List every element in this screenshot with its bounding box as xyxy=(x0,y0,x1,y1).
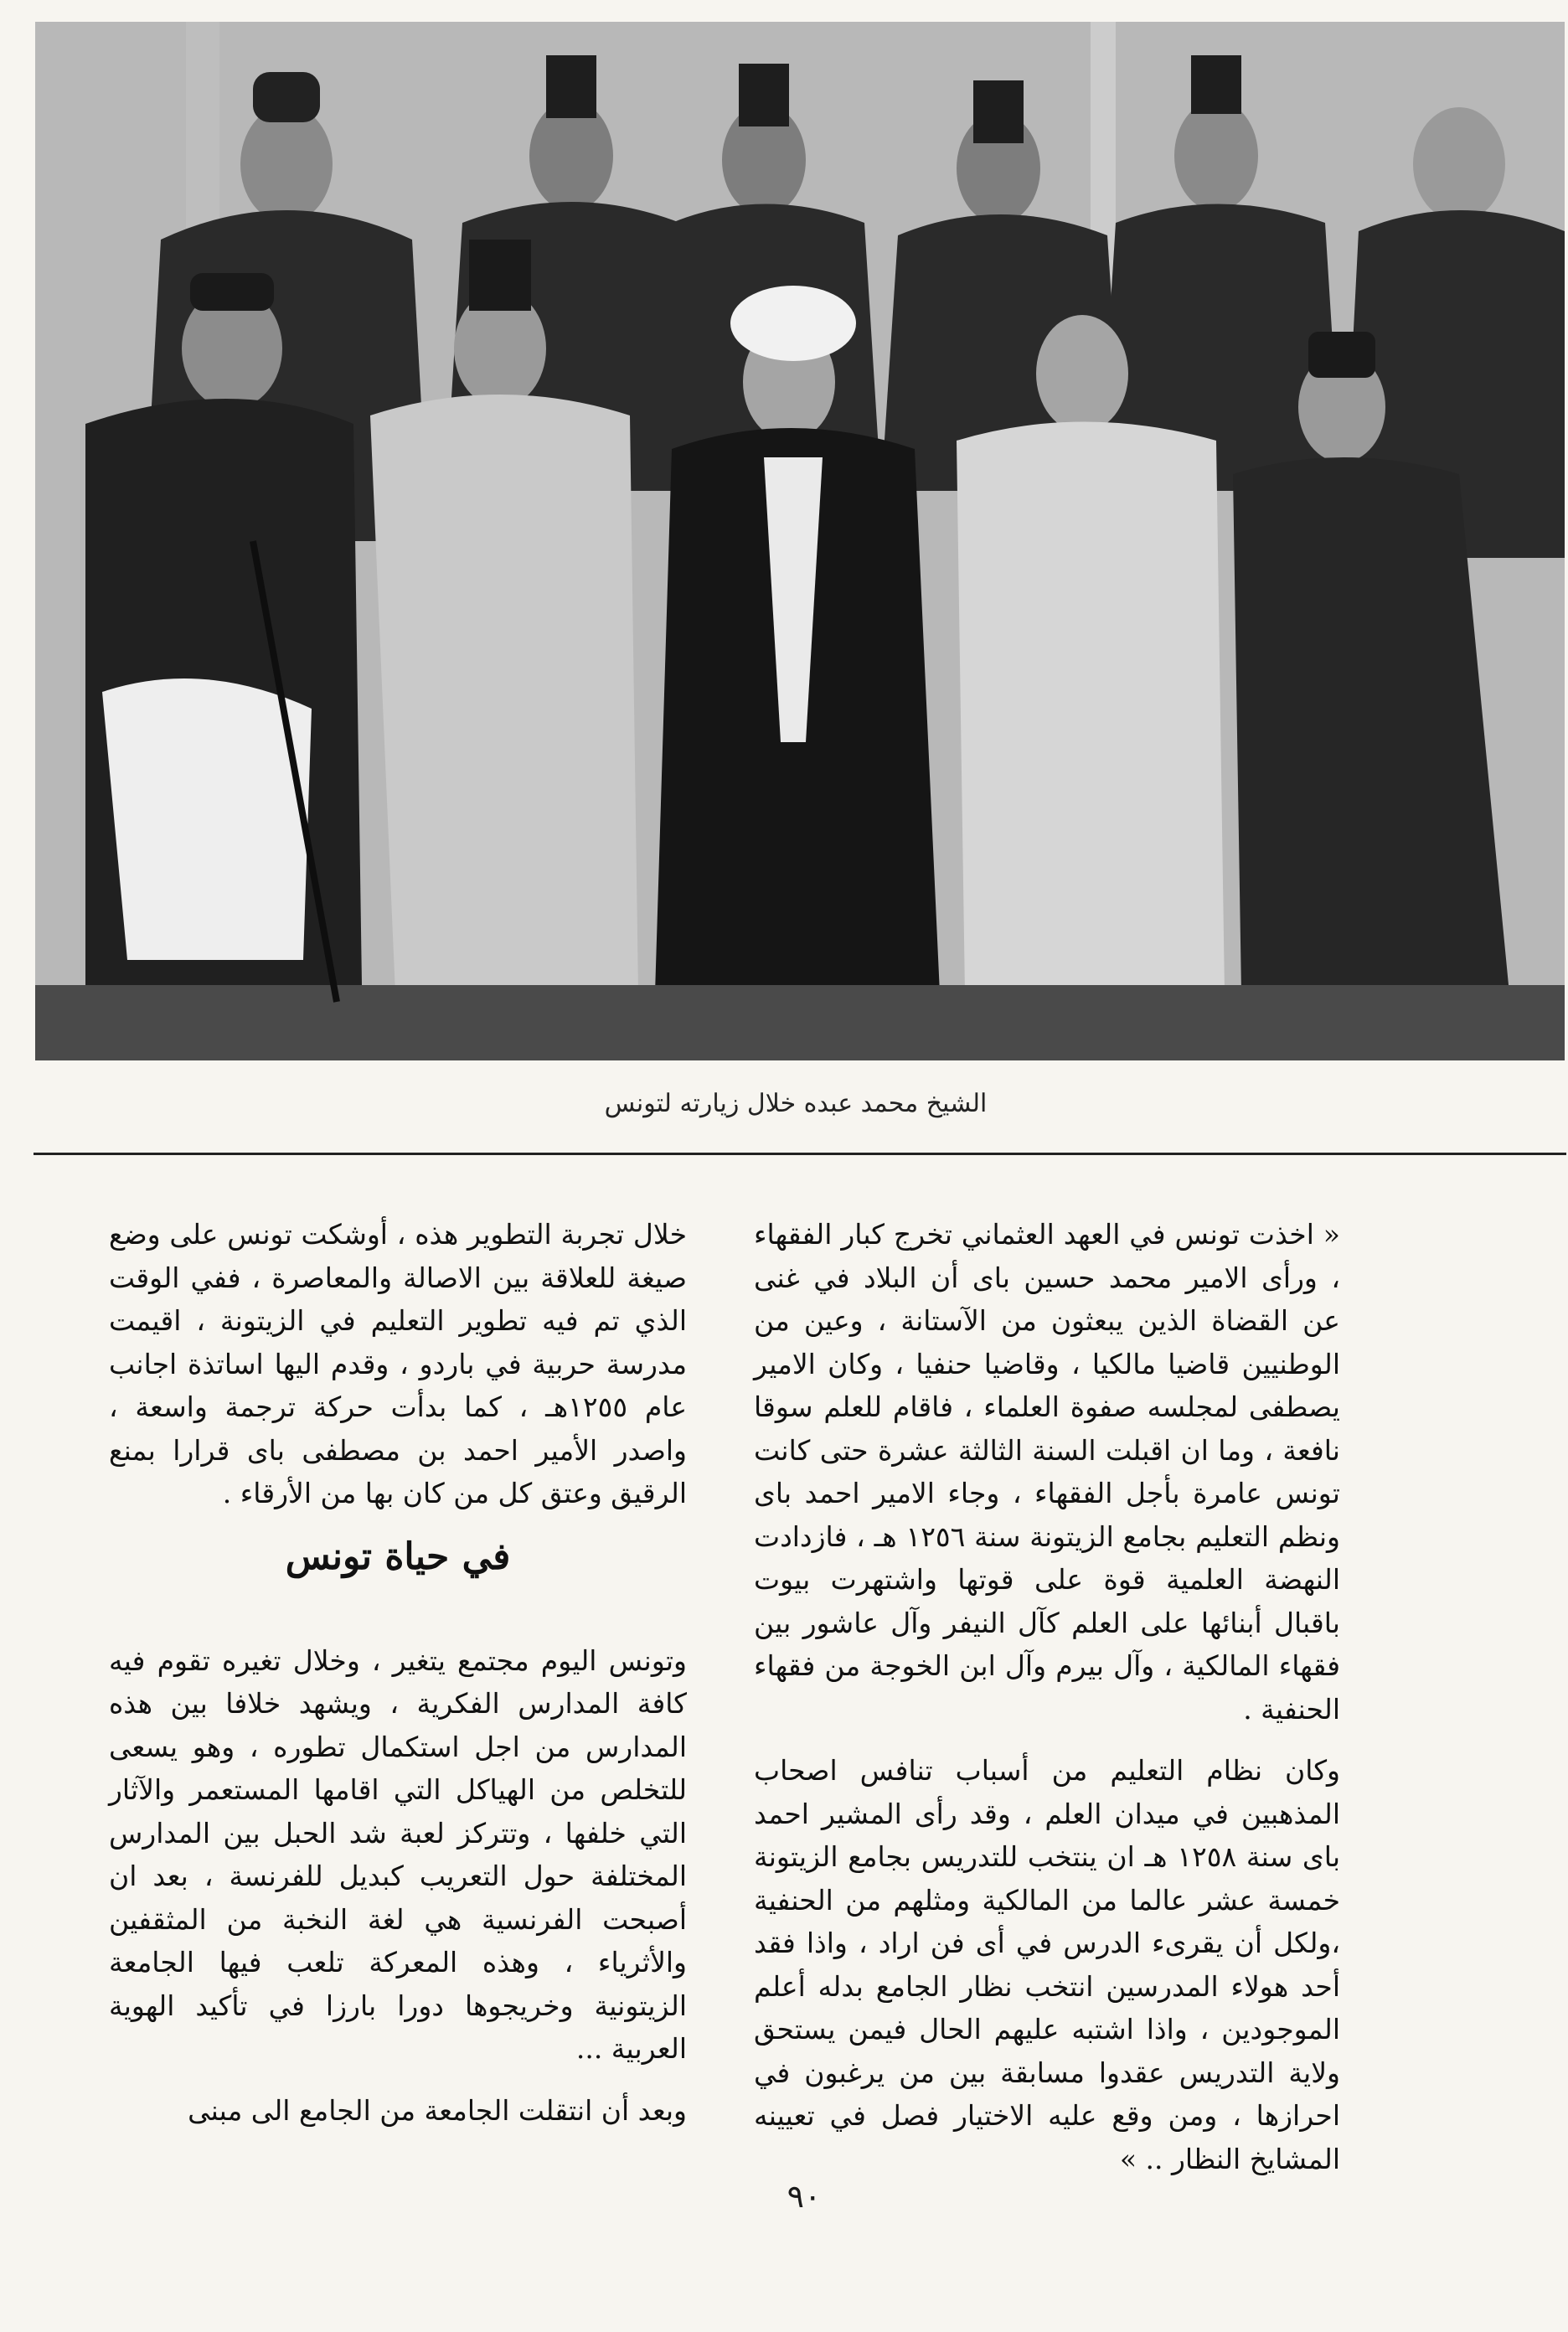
photo-caption: الشيخ محمد عبده خلال زيارته لتونس xyxy=(604,1089,988,1118)
horizontal-divider xyxy=(34,1153,1566,1155)
photo-figures xyxy=(35,22,1565,1060)
section-heading: في حياة تونس xyxy=(285,1535,511,1578)
historical-group-photo xyxy=(35,22,1565,1060)
paragraph: « اخذت تونس في العهد العثماني تخرج كبار الفقهاء ، ورأى الامير محمد حسين باى أن البلاد في غنى عن القضاة الذين يبعثون من الآستانة ، وعين من الوطنيين قاضيا مالكيا ، وقاضيا حنفيا ، وكان الامير يصطفى لمجلسه صفوة العلماء ، فاقام للعلم سوقا نافعة ، وما ان اقبلت السنة الثالثة عشرة حتى كانت تونس عامرة بأجل الفقهاء ، وجاء الامير احمد باى ونظم التعليم بجامع الزيتونة سنة ١٢٥٦ هـ ، فازدادت النهضة العلمية قوة على قوتها واشتهرت بيوت باقبال أبنائها على العلم كآل النيفر وآل عاشور بين فقهاء المالكية ، وآل بيرم وآل ابن الخوجة من فقهاء الحنفية . xyxy=(754,1218,1340,1726)
paragraph: وكان نظام التعليم من أسباب تنافس اصحاب المذهبين في ميدان العلم ، وقد رأى المشير احمد باى سنة ١٢٥٨ هـ ان ينتخب للتدريس بجامع الزيتونة خمسة عشر عالما من المالكية ومثلهم من الحنفية ،ولكل أن يقرىء الدرس في أى فن اراد ، واذا فقد أحد هولاء المدرسين انتخب نظار الجامع بدله أعلم الموجودين ، واذا اشتبه عليهم الحال فيمن يستحق ولاية التدريس عقدوا مسابقة بين من يرغبون في احرازها ، ومن وقع عليه الاختيار فصل في تعيينه المشايخ النظار .. » xyxy=(754,1754,1340,2175)
paragraph: خلال تجربة التطوير هذه ، أوشكت تونس على وضع صيغة للعلاقة بين الاصالة والمعاصرة ، ففي الوقت الذي تم فيه تطوير التعليم في الزيتونة ، اقيمت مدرسة حربية في باردو ، وقدم اليها اساتذة اجانب عام ١٢٥٥هـ ، كما بدأت حركة ترجمة واسعة ، واصدر الأمير احمد بن مصطفى باى قرارا بمنع الرقيق وعتق كل من كان بها من الأرقاء . xyxy=(109,1218,688,1509)
article-left-column xyxy=(109,1213,687,2150)
paragraph: وتونس اليوم مجتمع يتغير ، وخلال تغيره تقوم فيه كافة المدارس الفكرية ، ويشهد خلافا بين هذه المدارس من اجل استكمال تطوره ، وهو يسعى للتخلص من الهياكل التي اقامها المستعمر والآثار التي خلفها ، وتتركز لعبة شد الحبل بين المدارس المختلفة حول التعريب كبديل للفرنسة ، بعد ان أصبحت الفرنسية هي لغة النخبة من المثقفين والأثرياء ، وهذه المعركة تلعب فيها الجامعة الزيتونية وخريجوها دورا بارزا في تأكيد الهوية العربية ... xyxy=(109,1643,687,2065)
paragraph: وبعد أن انتقلت الجامعة من الجامع الى مبنى xyxy=(188,2093,687,2127)
page-number: ٩٠ xyxy=(787,2178,822,2215)
article-right-column xyxy=(754,1213,1340,2199)
